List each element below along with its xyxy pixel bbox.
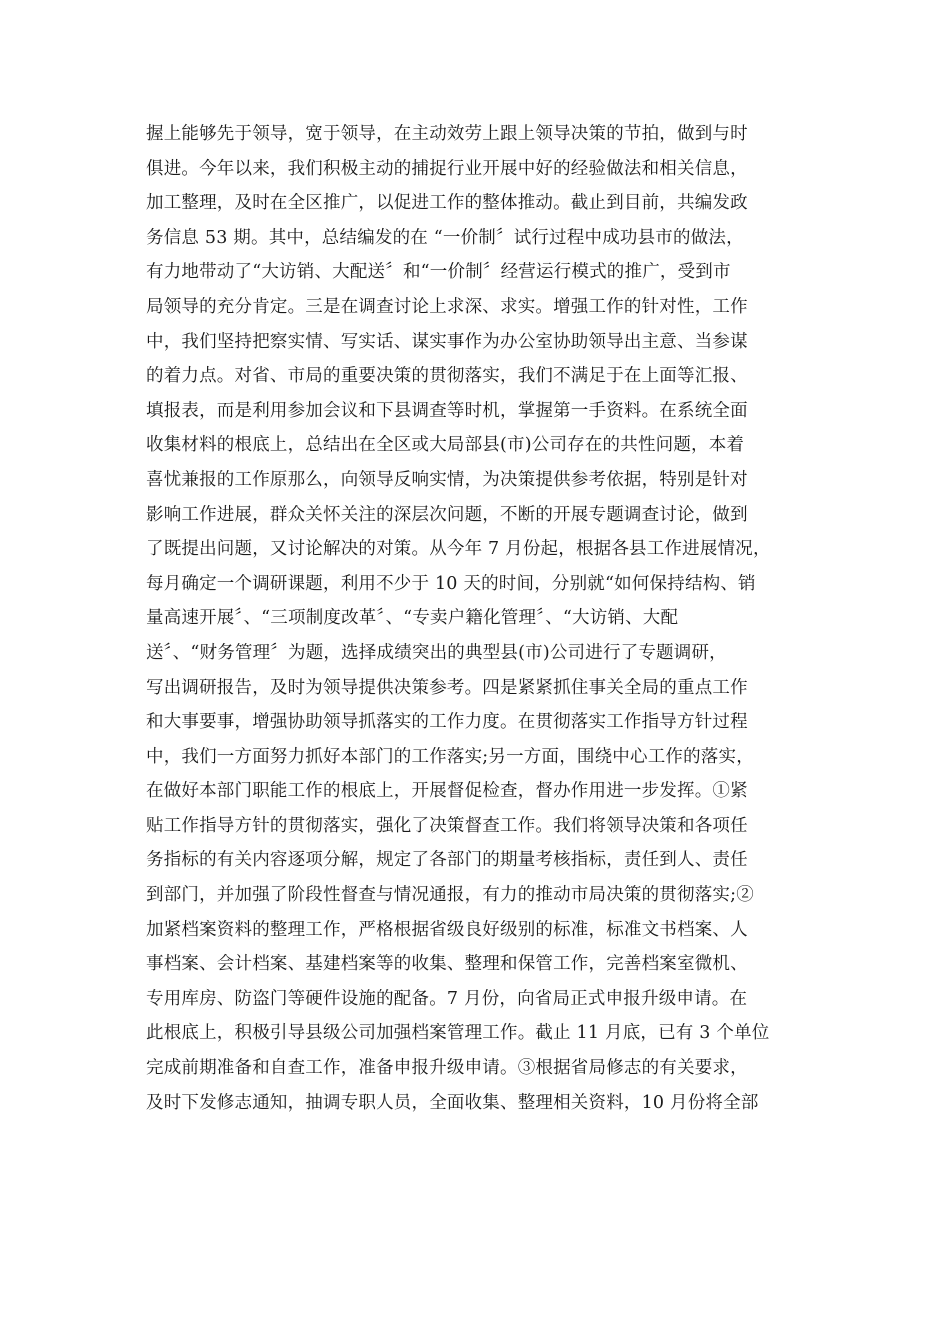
text-line: 和大事要事，增强协助领导抓落实的工作力度。在贯彻落实工作指导方针过程	[146, 712, 748, 733]
text-line: 完成前期准备和自查工作，准备申报升级申请。③根据省局修志的有关要求，	[146, 1058, 748, 1079]
text-line: 送〞、“财务管理〞为题，选择成绩突出的典型县(市)公司进行了专题调研，	[146, 642, 727, 663]
text-line: 喜忧兼报的工作原那么，向领导反响实情，为决策提供参考依据，特别是针对	[146, 469, 748, 490]
text-line: 填报表，而是利用参加会议和下县调查等时机，掌握第一手资料。在系统全面	[146, 400, 748, 421]
text-line: 中，我们一方面努力抓好本部门的工作落实;另一方面，围绕中心工作的落实，	[146, 746, 754, 767]
text-line: 收集材料的根底上，总结出在全区或大局部县(市)公司存在的共性问题，本着	[146, 435, 745, 456]
text-line: 局领导的充分肯定。三是在调查讨论上求深、求实。增强工作的针对性，工作	[146, 296, 748, 317]
text-line: 的着力点。对省、市局的重要决策的贯彻落实，我们不满足于在上面等汇报、	[146, 366, 748, 387]
text-line: 每月确定一个调研课题，利用不少于 10 天的时间，分别就“如何保持结构、销	[146, 573, 756, 594]
text-line: 在做好本部门职能工作的根底上，开展督促检查，督办作用进一步发挥。①紧	[146, 781, 748, 802]
text-line: 加紧档案资料的整理工作，严格根据省级良好级别的标准，标准文书档案、人	[146, 919, 748, 940]
text-line: 量高速开展〞、“三项制度改革〞、“专卖户籍化管理〞、“大访销、大配	[146, 608, 679, 629]
text-line: 及时下发修志通知，抽调专职人员，全面收集、整理相关资料，10 月份将全部	[146, 1092, 759, 1113]
text-line: 务信息 53 期。其中，总结编发的在 “一价制〞试行过程中成功县市的做法，	[146, 227, 744, 248]
text-line: 中，我们坚持把察实情、写实话、谋实事作为办公室协助领导出主意、当参谋	[146, 331, 748, 352]
text-line: 务指标的有关内容逐项分解，规定了各部门的期量考核指标，责任到人、责任	[146, 850, 748, 871]
text-line: 影响工作进展，群众关怀关注的深层次问题，不断的开展专题调查讨论，做到	[146, 504, 748, 525]
text-line: 此根底上，积极引导县级公司加强档案管理工作。截止 11 月底，已有 3 个单位	[146, 1023, 770, 1044]
text-line: 事档案、会计档案、基建档案等的收集、整理和保管工作，完善档案室微机、	[146, 954, 748, 975]
text-line: 写出调研报告，及时为领导提供决策参考。四是紧紧抓住事关全局的重点工作	[146, 677, 748, 698]
text-line: 贴工作指导方针的贯彻落实，强化了决策督查工作。我们将领导决策和各项任	[146, 815, 748, 836]
text-line: 俱进。今年以来，我们积极主动的捕捉行业开展中好的经验做法和相关信息，	[146, 158, 748, 179]
text-line: 了既提出问题，又讨论解决的对策。从今年 7 月份起，根据各县工作进展情况，	[146, 539, 771, 560]
body-paragraph	[146, 117, 806, 1120]
text-line: 到部门，并加强了阶段性督查与情况通报，有力的推动市局决策的贯彻落实;②	[146, 885, 754, 906]
text-line: 加工整理，及时在全区推广，以促进工作的整体推动。截止到目前，共编发政	[146, 193, 748, 214]
text-line: 有力地带动了“大访销、大配送〞和“一价制〞经营运行模式的推广，受到市	[146, 262, 731, 283]
text-line: 握上能够先于领导，宽于领导，在主动效劳上跟上领导决策的节拍，做到与时	[146, 124, 748, 144]
text-line: 专用库房、防盗门等硬件设施的配备。7 月份，向省局正式申报升级申请。在	[146, 988, 748, 1009]
